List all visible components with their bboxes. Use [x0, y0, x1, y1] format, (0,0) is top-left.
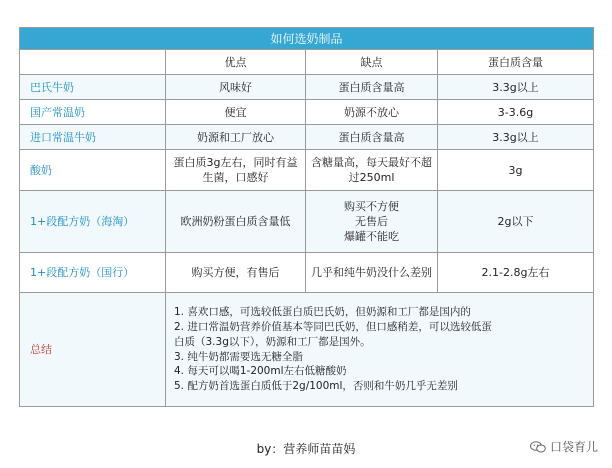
row-protein: 3g — [508, 163, 523, 177]
summary-label: 总结 — [20, 293, 166, 406]
table-row — [20, 125, 593, 150]
row-name: 1+段配方奶（国行） — [20, 253, 166, 292]
row-con: 含糖量高，每天最好不超过250ml — [306, 150, 438, 190]
row-pro: 便宜 — [166, 100, 306, 124]
wechat-bubble-icon — [530, 441, 546, 453]
table-row — [20, 75, 593, 100]
row-con: 几乎和纯牛奶没什么差别 — [306, 253, 438, 292]
summary-line: 白质（3.3g以下），奶源和工厂都是国外。 — [174, 335, 371, 348]
row-protein: 3.3g以上 — [492, 80, 539, 94]
row-name: 酸奶 — [20, 150, 166, 190]
summary-text — [166, 293, 593, 406]
table-row — [20, 150, 593, 191]
header-pros: 优点 — [166, 50, 306, 74]
row-con: 蛋白质含量高 — [306, 125, 438, 149]
summary-line: 1. 喜欢口感，可选较低蛋白质巴氏奶，但奶源和工厂都是国内的 — [174, 306, 471, 319]
summary-line: 3. 纯牛奶都需要选无糖全脂 — [174, 350, 303, 363]
author-credit: by：营养师苗苗妈 — [256, 442, 356, 456]
row-con: 购买不方便 无售后 爆罐不能吃 — [306, 191, 438, 252]
row-con: 蛋白质含量高 — [306, 75, 438, 99]
row-name: 1+段配方奶（海淘） — [20, 191, 166, 252]
table-row — [20, 253, 593, 293]
milk-comparison-table — [19, 27, 594, 407]
table-row — [20, 100, 593, 125]
row-name: 国产常温奶 — [20, 100, 166, 124]
row-protein: 3-3.6g — [497, 105, 534, 119]
header-protein: 蛋白质含量 — [488, 55, 543, 69]
header-empty — [20, 50, 166, 74]
header-cons: 缺点 — [306, 50, 438, 74]
summary-line: 4. 每天可以喝1-200ml左右低糖酸奶 — [174, 365, 347, 378]
row-pro: 奶源和工厂放心 — [166, 125, 306, 149]
watermark — [530, 438, 598, 455]
row-protein: 3.3g以上 — [492, 130, 539, 144]
header-row — [20, 50, 593, 75]
table-row — [20, 191, 593, 253]
row-name: 巴氏牛奶 — [20, 75, 166, 99]
summary-line: 2. 进口常温奶营养价值基本等同巴氏奶，但口感稍差，可以选较低蛋 — [174, 320, 492, 333]
row-pro: 蛋白质3g左右，同时有益生菌，口感好 — [166, 150, 306, 190]
row-name: 进口常温牛奶 — [20, 125, 166, 149]
watermark-text: 口袋育儿 — [549, 440, 598, 454]
summary-line: 5. 配方奶首选蛋白质低于2g/100ml，否则和牛奶几乎无差别 — [174, 380, 458, 393]
row-con: 奶源不放心 — [306, 100, 438, 124]
summary-row — [20, 293, 593, 406]
table-title: 如何选奶制品 — [20, 28, 593, 50]
row-pro: 风味好 — [166, 75, 306, 99]
row-protein: 2.1-2.8g左右 — [481, 266, 550, 279]
row-pro: 购买方便，有售后 — [166, 253, 306, 292]
row-pro: 欧洲奶粉蛋白质含量低 — [166, 191, 306, 252]
row-protein: 2g以下 — [497, 215, 534, 228]
